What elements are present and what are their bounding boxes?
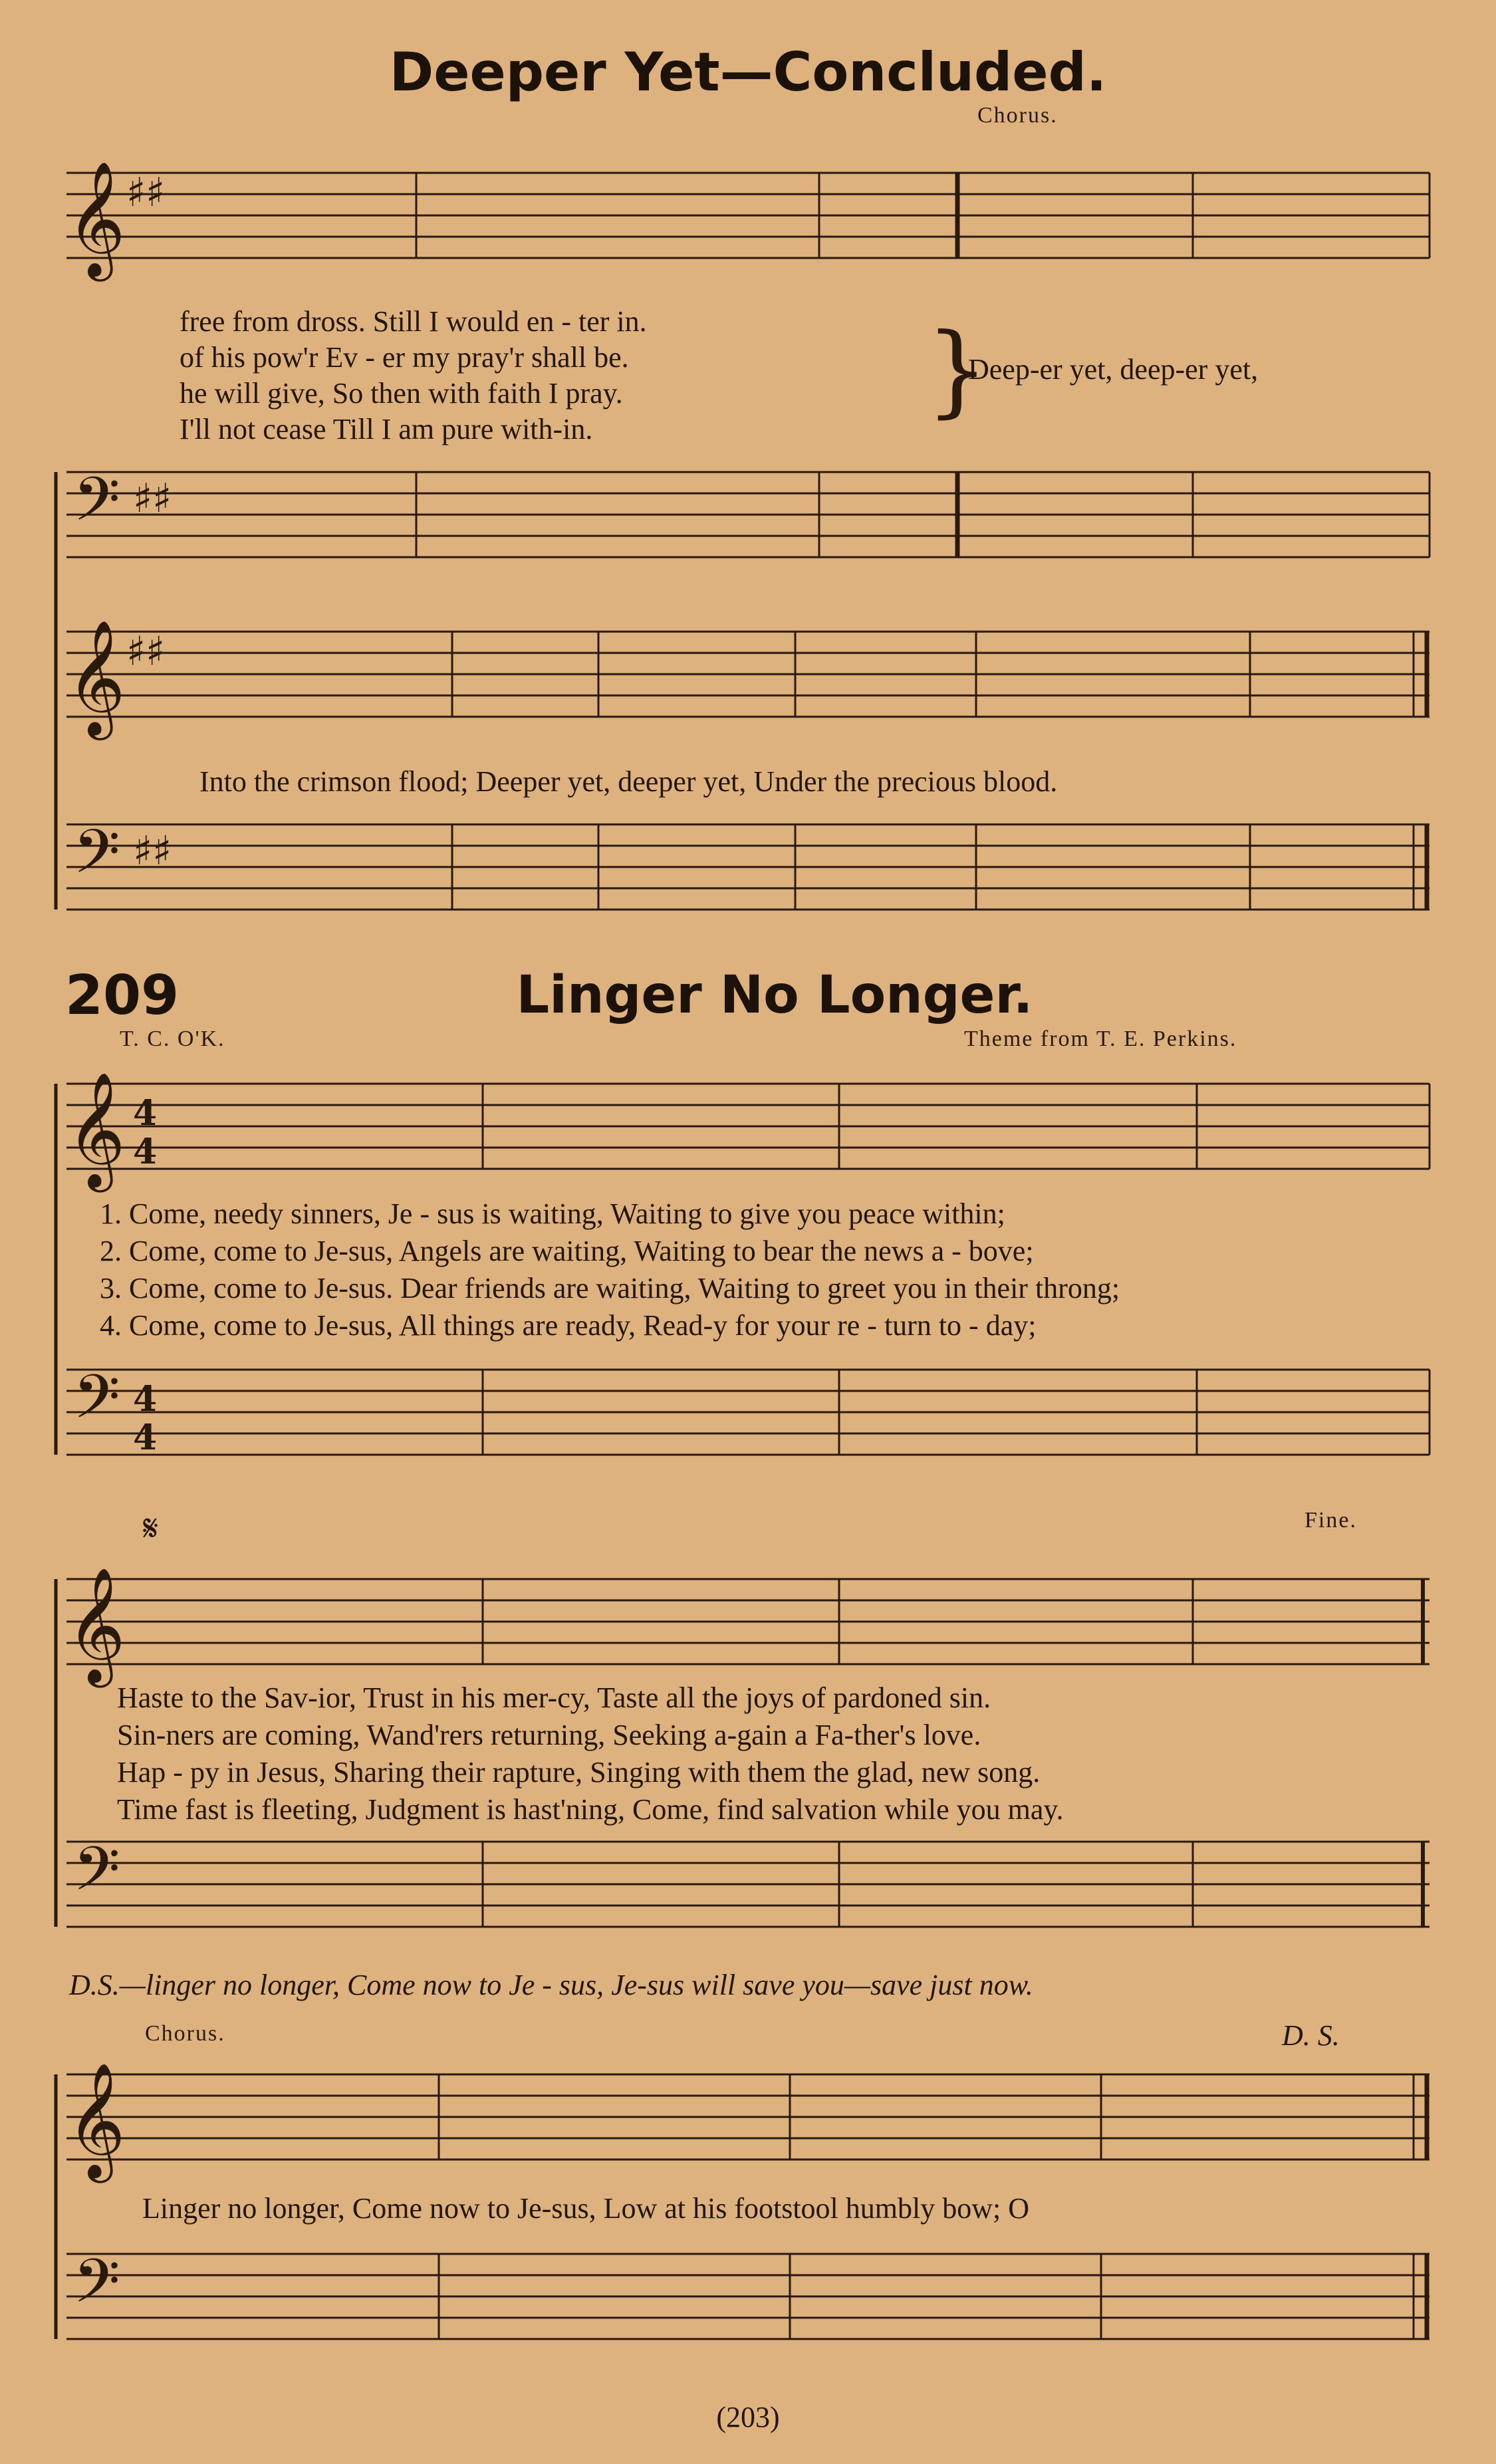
svg-text:𝄞: 𝄞	[66, 161, 126, 277]
svg-text:♯♯: ♯♯	[126, 170, 166, 216]
staff-bass-3	[0, 1356, 1496, 1476]
svg-text:𝄢: 𝄢	[73, 1362, 120, 1447]
segno-mark: 𝄋	[143, 1509, 159, 1548]
ds-mark: D. S.	[1282, 2019, 1340, 2052]
verse-line-2: of his pow'r Ev - er my pray'r shall be.	[180, 341, 629, 374]
svg-text:♯♯: ♯♯	[126, 628, 166, 675]
svg-text:4: 4	[133, 1379, 158, 1419]
svg-text:4: 4	[133, 1132, 158, 1172]
svg-text:𝄞: 𝄞	[66, 2062, 126, 2178]
composer-credit: Theme from T. E. Perkins.	[964, 1027, 1237, 1051]
page-number: (203)	[716, 2401, 780, 2433]
staff-bass-2	[0, 811, 1496, 931]
svg-text:𝄢: 𝄢	[73, 464, 120, 549]
svg-text:𝄞: 𝄞	[66, 1567, 126, 1683]
svg-text:𝄢: 𝄢	[73, 2246, 120, 2331]
staff-treble-2	[0, 618, 1496, 738]
verse-line-3: he will give, So then with faith I pray.	[180, 377, 623, 410]
ds-instruction: D.S.—linger no longer, Come now to Je - sus, Je-sus will save you—save just now.	[69, 1969, 1033, 2001]
chorus-label-main: Chorus.	[145, 2021, 225, 2046]
svg-text:4: 4	[133, 1093, 158, 1134]
chorus-label-top: Chorus.	[977, 103, 1058, 128]
verse-2: 2. Come, come to Je-sus, Angels are waiting, Waiting to bear the news a - bove;	[100, 1235, 1034, 1267]
verse-line-4: I'll not cease Till I am pure with-in.	[180, 413, 593, 445]
svg-text:𝄢: 𝄢	[73, 1834, 120, 1919]
svg-text:𝄞: 𝄞	[66, 1072, 126, 1187]
svg-text:♯♯: ♯♯	[133, 475, 172, 522]
author-credit: T. C. O'K.	[120, 1027, 225, 1051]
verse-line-1: free from dross. Still I would en - ter in.	[180, 305, 647, 338]
refrain-line-2: Sin-ners are coming, Wand'rers returning, Seeking a-gain a Fa-ther's love.	[117, 1719, 981, 1751]
verse-4: 4. Come, come to Je-sus, All things are ready, Read-y for your re - turn to - day;	[100, 1309, 1037, 1342]
staff-treble-5	[0, 2061, 1496, 2181]
chorus-line-top: Into the crimson flood; Deeper yet, deeper yet, Under the precious blood.	[199, 765, 1058, 798]
staff-bass-4	[0, 1828, 1496, 1948]
svg-text:𝄢: 𝄢	[73, 816, 120, 902]
fine-mark: Fine.	[1305, 1508, 1357, 1533]
hymn-title-deeper-yet: Deeper Yet—Concluded.	[389, 41, 1107, 103]
svg-text:4: 4	[133, 1417, 158, 1458]
chorus-side-text: Deep-er yet, deep-er yet,	[968, 353, 1259, 386]
svg-text:𝄞: 𝄞	[66, 620, 126, 735]
verse-3: 3. Come, come to Je-sus. Dear friends are waiting, Waiting to greet you in their throng;	[100, 1272, 1120, 1304]
staff-bass-1	[0, 459, 1496, 578]
refrain-line-4: Time fast is fleeting, Judgment is hast'ning, Come, find salvation while you may.	[117, 1793, 1064, 1826]
hymn-title-linger: Linger No Longer.	[516, 965, 1033, 1025]
verse-1: 1. Come, needy sinners, Je - sus is waiting, Waiting to give you peace within;	[100, 1197, 1005, 1230]
verse-brace: }	[926, 312, 989, 428]
refrain-line-3: Hap - py in Jesus, Sharing their rapture, Singing with them the glad, new song.	[117, 1756, 1041, 1788]
svg-text:♯♯: ♯♯	[133, 828, 172, 874]
staff-treble-4	[0, 1566, 1496, 1685]
staff-bass-5	[0, 2241, 1496, 2360]
hymn-number: 209	[65, 964, 180, 1027]
staff-treble-3	[0, 1070, 1496, 1190]
staff-treble-1	[0, 160, 1496, 279]
refrain-line-1: Haste to the Sav-ior, Trust in his mer-cy, Taste all the joys of pardoned sin.	[117, 1681, 991, 1714]
chorus-line-main: Linger no longer, Come now to Je-sus, Low at his footstool humbly bow; O	[142, 2192, 1030, 2225]
